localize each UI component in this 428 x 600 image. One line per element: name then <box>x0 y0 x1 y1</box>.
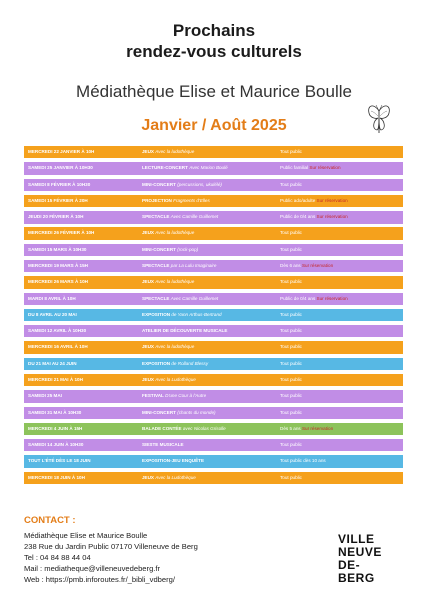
event-date: MERCREDI 19 MARS À 15H <box>28 262 88 268</box>
contact-web[interactable]: Web : https://pmb.inforoutes.fr/_bibli_vdberg/ <box>24 575 175 584</box>
event-audience-text: Public de 0/4 ans <box>280 214 316 220</box>
event-type: BALADE CONTÉE <box>142 425 182 431</box>
event-date: SAMEDI 15 MARS À 10H30 <box>28 246 87 252</box>
event-date: MARDI 8 AVRIL À 10H <box>28 295 76 301</box>
event-activity <box>142 390 206 402</box>
event-audience-text: Tout public <box>280 442 302 448</box>
event-date: DU 21 MAI AU 24 JUIN <box>28 360 77 366</box>
reservation-note: Sur réservation <box>316 214 348 220</box>
library-name: Médiathèque Elise et Maurice Boulle <box>76 82 352 101</box>
reservation-note: Sur réservation <box>309 165 341 171</box>
event-activity <box>142 325 227 337</box>
contact-phone: Tel : 04 84 88 44 04 <box>24 553 91 562</box>
contact-title: CONTACT : <box>24 515 76 526</box>
event-audience-text: Dès 6 ans <box>280 262 301 268</box>
event-date: MERCREDI 21 MAI À 10H <box>28 376 83 382</box>
event-audience <box>280 358 302 370</box>
event-audience <box>280 276 302 288</box>
event-audience-text: Tout public <box>280 246 302 252</box>
event-audience-text: Tout public <box>280 311 302 317</box>
event-date: MERCREDI 4 JUIN À 15H <box>28 425 83 431</box>
event-audience <box>280 162 341 174</box>
event-audience-text: Tout public <box>280 181 302 187</box>
event-audience <box>280 374 302 386</box>
event-type: EXPOSITION <box>142 311 171 317</box>
event-row <box>24 309 403 321</box>
contact-address: 238 Rue du Jardin Public 07170 Villeneuve de Berg <box>24 542 198 551</box>
event-audience-text: Tout public <box>280 360 302 366</box>
event-row <box>24 341 403 353</box>
event-audience <box>280 146 302 158</box>
event-type: EXPOSITION-JEU ENQUÊTE <box>142 458 205 464</box>
event-type: JEUX <box>142 376 155 382</box>
town-logo <box>338 532 396 585</box>
event-audience-text: Public ado/adulte <box>280 197 316 203</box>
title-line-1: Prochains <box>172 21 256 40</box>
event-audience-text: Tout public <box>280 409 302 415</box>
event-activity <box>142 162 228 174</box>
event-date: MERCREDI 22 JANVIER À 10H <box>28 149 95 154</box>
event-detail: (chants du monde) <box>177 409 216 415</box>
logo-line-3: DE-BERG <box>338 558 375 585</box>
event-type: EXPOSITION <box>142 360 171 366</box>
event-type: LECTURE-CONCERT <box>142 165 188 171</box>
event-row <box>24 260 403 272</box>
event-activity <box>142 439 184 451</box>
event-activity <box>142 358 208 370</box>
event-date: TOUT L'ÉTÉ DÈS LE 18 JUIN <box>28 458 91 464</box>
event-row <box>24 276 403 288</box>
event-audience-text: Tout public <box>280 474 302 480</box>
reservation-note: Sur réservation <box>301 262 334 268</box>
event-audience <box>280 423 333 435</box>
events-list <box>24 146 403 488</box>
event-audience-text: Tout public <box>280 328 302 334</box>
event-date: SAMEDI 12 AVRIL À 10H30 <box>28 328 87 334</box>
event-row <box>24 358 403 370</box>
event-audience <box>280 244 302 256</box>
event-activity <box>142 179 222 191</box>
event-activity <box>142 374 196 386</box>
event-audience <box>280 341 302 353</box>
event-audience <box>280 195 348 207</box>
event-row <box>24 472 403 484</box>
event-audience-text: Public familial <box>280 165 309 171</box>
event-date: SAMEDI 25 JANVIER À 10H30 <box>28 165 93 171</box>
event-detail: de Yann Arthus-Bertrand <box>171 311 222 317</box>
reservation-note: Sur réservation <box>316 295 348 301</box>
event-detail: par La Lulu Imaginaire <box>170 262 217 268</box>
event-detail: Avec Camille Guillemet <box>170 295 219 301</box>
event-row <box>24 162 403 174</box>
event-detail: Avec la ludothèque <box>155 230 195 236</box>
event-type: JEUX <box>142 279 155 285</box>
event-type: JEUX <box>142 474 155 480</box>
event-activity <box>142 146 194 158</box>
event-type: MINI-CONCERT <box>142 246 176 252</box>
event-row <box>24 325 403 337</box>
event-date: SAMEDI 15 FÉVRIER À 20H <box>28 197 88 203</box>
title-line-2: rendez-vous culturels <box>126 42 302 61</box>
logo-line-1: VILLE <box>338 532 375 546</box>
event-type: SIESTE MUSICALE <box>142 442 184 448</box>
event-type: JEUX <box>142 344 155 350</box>
event-audience <box>280 260 333 272</box>
event-activity <box>142 195 210 207</box>
event-date: SAMEDI 25 MAI <box>28 393 62 399</box>
event-type: JEUX <box>142 230 155 236</box>
event-activity <box>142 423 226 435</box>
period-heading: Janvier / Août 2025 <box>141 117 287 134</box>
event-row <box>24 179 403 191</box>
event-detail: (percussions, ukulélé) <box>177 181 222 187</box>
event-audience <box>280 439 302 451</box>
event-date: SAMEDI 8 FÉVRIER À 10H30 <box>28 181 91 187</box>
event-audience <box>280 407 302 419</box>
event-detail: de Rolland Blessy <box>171 360 209 366</box>
event-type: PROJECTION <box>142 197 172 203</box>
event-detail: Avec la ludothèque <box>155 149 195 154</box>
event-date: MERCREDI 18 JUIN À 10H <box>28 474 85 480</box>
event-date: MERCREDI 26 MARS À 10H <box>28 279 88 285</box>
event-audience-text: Tout public <box>280 279 302 285</box>
event-audience-text: Tout public <box>280 149 302 154</box>
event-row <box>24 455 403 467</box>
event-date: SAMEDI 31 MAI À 10H30 <box>28 409 82 415</box>
event-audience <box>280 179 302 191</box>
logo-line-2: NEUVE <box>338 545 382 559</box>
event-activity <box>142 407 216 419</box>
event-date: MERCREDI 16 AVRIL À 10H <box>28 344 88 350</box>
event-row <box>24 407 403 419</box>
event-audience-text: Tout public <box>280 230 302 236</box>
event-row <box>24 439 403 451</box>
event-row <box>24 227 403 239</box>
event-detail: Avec la Ludothèque <box>155 474 196 480</box>
event-date: SAMEDI 14 JUIN À 10H30 <box>28 442 84 448</box>
event-row <box>24 146 403 158</box>
event-audience-text: Tout public <box>280 393 302 399</box>
contact-name: Médiathèque Elise et Maurice Boulle <box>24 531 148 540</box>
event-row <box>24 211 403 223</box>
event-audience-text: Dès 5 ans <box>280 425 301 431</box>
event-audience <box>280 472 302 484</box>
event-date: MERCREDI 26 FÉVRIER À 10H <box>28 230 95 236</box>
event-activity <box>142 260 216 272</box>
event-row <box>24 374 403 386</box>
event-detail: avec Nicolas Grisolle <box>182 425 226 431</box>
event-audience <box>280 325 302 337</box>
event-type: ATELIER DE DÉCOUVERTE MUSICALE <box>142 328 228 334</box>
event-type: MINI-CONCERT <box>142 181 176 187</box>
event-activity <box>142 455 204 467</box>
reservation-note: Sur réservation <box>301 425 334 431</box>
event-date: DU 8 AVRIL AU 20 MAI <box>28 311 77 317</box>
event-detail: (rock-pop) <box>177 246 199 252</box>
event-type: MINI-CONCERT <box>142 409 176 415</box>
event-activity <box>142 276 194 288</box>
event-audience-text: Tout public <box>280 344 302 350</box>
event-audience-text: Public de 0/4 ans <box>280 295 316 301</box>
event-row <box>24 423 403 435</box>
event-detail: Avec la Ludothèque <box>155 376 196 382</box>
event-audience <box>280 309 302 321</box>
contact-mail[interactable]: Mail : mediatheque@villeneuvedeberg.fr <box>24 564 161 573</box>
event-date: JEUDI 20 FÉVRIER À 10H <box>28 214 84 220</box>
event-audience <box>280 390 302 402</box>
event-audience <box>280 455 326 467</box>
event-detail: D'une Cour à l'Autre <box>165 393 207 399</box>
event-row <box>24 390 403 402</box>
reservation-note: Sur réservation <box>316 197 348 203</box>
event-type: SPECTACLE <box>142 295 170 301</box>
page-title <box>0 20 428 62</box>
event-activity <box>142 244 198 256</box>
event-type: SPECTACLE <box>142 262 170 268</box>
event-audience <box>280 293 348 305</box>
event-activity <box>142 341 194 353</box>
event-row <box>24 244 403 256</box>
event-activity <box>142 472 196 484</box>
event-type: SPECTACLE <box>142 214 170 220</box>
event-detail: Avec la ludothèque <box>155 344 195 350</box>
event-activity <box>142 211 218 223</box>
event-detail: Fragments d'Elles <box>173 197 210 203</box>
event-activity <box>142 293 218 305</box>
event-audience-text: Tout public dès 10 ans <box>280 458 326 464</box>
event-detail: Avec la ludothèque <box>155 279 195 285</box>
event-row <box>24 195 403 207</box>
event-activity <box>142 309 222 321</box>
event-audience <box>280 227 302 239</box>
event-type: FESTIVAL <box>142 393 164 399</box>
event-type: JEUX <box>142 149 155 154</box>
event-audience-text: Tout public <box>280 376 302 382</box>
event-detail: Avec Marion Boulé <box>189 165 228 171</box>
event-audience <box>280 211 348 223</box>
event-row <box>24 293 403 305</box>
event-detail: Avec Camille Guillemet <box>170 214 219 220</box>
event-activity <box>142 227 194 239</box>
